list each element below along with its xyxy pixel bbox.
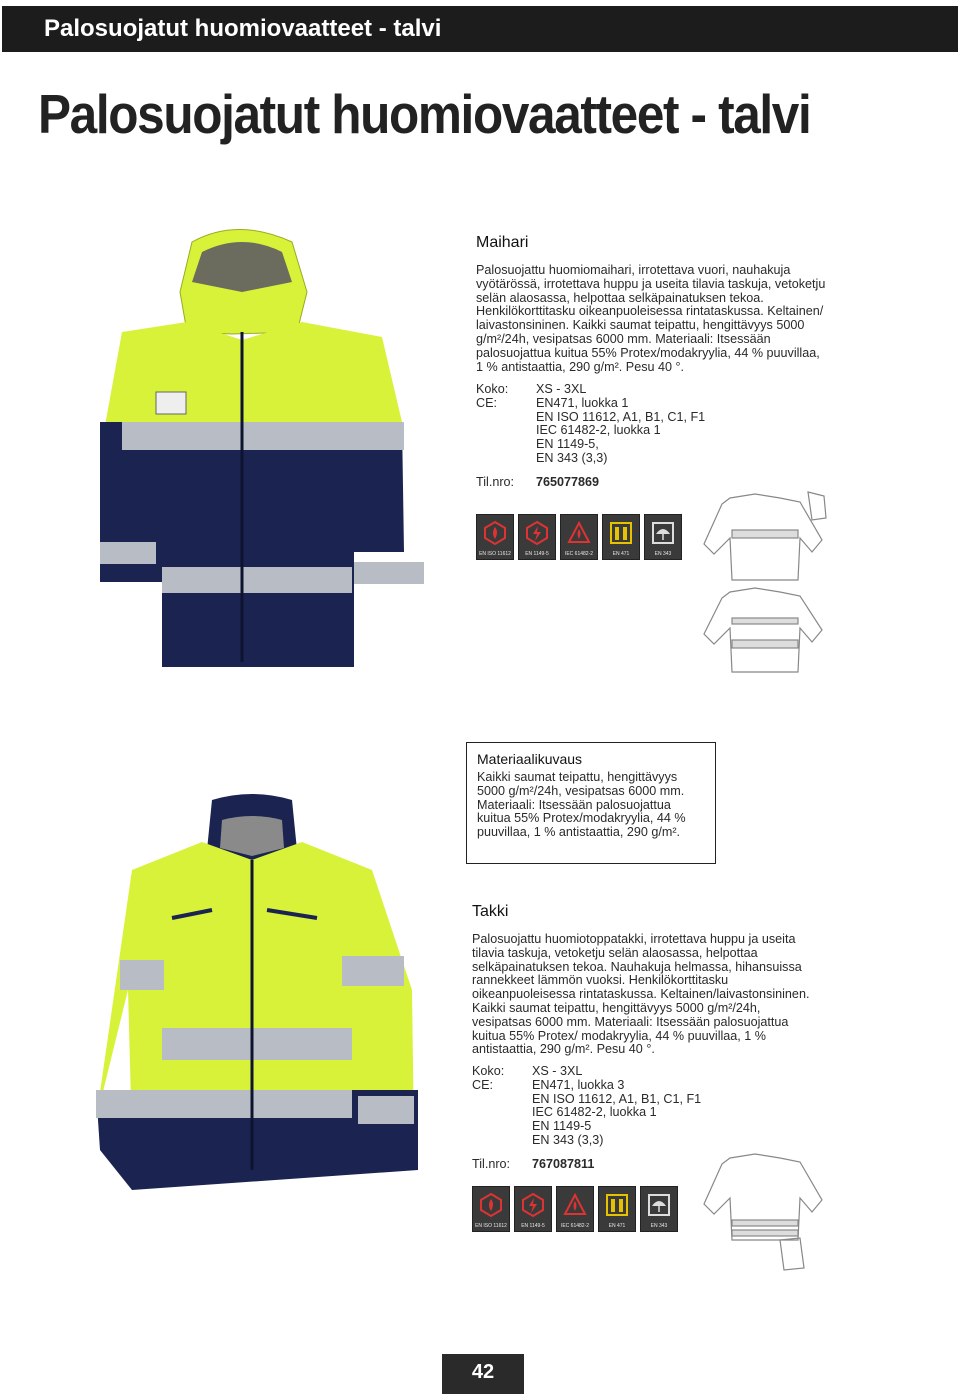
maihari-cert-icons xyxy=(476,514,682,560)
takki-size-value: XS - 3XL xyxy=(532,1064,583,1078)
maihari-ce-line: IEC 61482-2, luokka 1 xyxy=(536,423,661,438)
arc-flash-icon: IEC 61482-2 xyxy=(556,1186,594,1232)
takki-cert-icons xyxy=(472,1186,678,1232)
maihari-description: Palosuojattu huomiomaihari, irrotettava vuori, nauhakuja vyötärössä, irrotettava huppu ja useita tilavia taskuja, vetoketju selän alaosassa, helpottaa selkäpainatuksen tekoa. Henkilökorttitasku oikeanpuoleisessa rintataskussa. Keltainen/ laivastonsininen. Kaikki saumat teipattu, hengittävyys 5000 g/m²/24h, vesipatsas 6000 mm. Materiaali: Itsessään palosuojattua kuitua 55% Protex/modakryylia, 44 % puuvillaa, 1 % antistaattia, 290 g/m². Pesu 40 °. xyxy=(476,263,826,374)
takki-ce-line: EN 1149-5 xyxy=(532,1119,592,1134)
takki-description: Palosuojattu huomiotoppatakki, irrotettava huppu ja useita tilavia taskuja, vetoketju selän alaosassa, helpottaa selkäpainatuksen tekoa. Nauhakuja helmassa, hihansuissa rannekkeet lämmön vuoksi. Henkilökorttitasku oikeanpuoleisessa rintataskussa. Keltainen/laivastonsininen. Kaikki saumat teipattu, hengittävyys 5000 g/m²/24h, vesipatsas 6000 mm. Materiaali: Itsessään palosuojattua kuitua 55% Protex/ modakryylia, 44 % puuvillaa, 1 % antistaattia, 290 g/m². Pesu 40 °. xyxy=(472,932,810,1057)
maihari-technical-drawing xyxy=(700,490,830,680)
takki-tilnro-label: Til.nro: xyxy=(472,1156,511,1171)
header-bar-title: Palosuojatut huomiovaatteet - talvi xyxy=(44,15,442,42)
takki-title: Takki xyxy=(472,903,509,920)
page-title: Palosuojatut huomiovaatteet - talvi xyxy=(38,83,811,145)
flame-icon: EN ISO 11612 xyxy=(476,514,514,560)
hivis-icon: EN 471 xyxy=(602,514,640,560)
maihari-tilnro-value: 765077869 xyxy=(536,474,600,489)
material-text: Kaikki saumat teipattu, hengittävyys 5000 g/m²/24h, vesipatsas 6000 mm. Materiaali: Itsessään palosuojattua kuitua 55% Protex/modakryylia, 44 % puuvillaa, 1 % antistaattia, 290 g/m². xyxy=(477,770,686,840)
antistatic-icon: EN 1149-5 xyxy=(514,1186,552,1232)
takki-ce-line: EN471, luokka 3 xyxy=(532,1077,625,1092)
hivis-icon: EN 471 xyxy=(598,1186,636,1232)
rain-protection-icon: EN 343 xyxy=(644,514,682,560)
antistatic-icon: EN 1149-5 xyxy=(518,514,556,560)
page-number: 42 xyxy=(442,1354,524,1394)
maihari-specs xyxy=(476,383,776,490)
maihari-tilnro-label: Til.nro: xyxy=(476,474,515,489)
takki-ce-line: EN ISO 11612, A1, B1, C1, F1 xyxy=(532,1091,702,1106)
maihari-ce-line: EN471, luokka 1 xyxy=(536,395,629,410)
maihari-jacket-image xyxy=(92,222,432,667)
maihari-ce-label: CE: xyxy=(476,395,497,410)
takki-jacket-image xyxy=(92,790,422,1190)
takki-technical-drawing xyxy=(700,1150,830,1290)
takki-tilnro-value: 767087811 xyxy=(532,1156,595,1171)
takki-size-label: Koko: xyxy=(472,1064,505,1078)
rain-protection-icon: EN 343 xyxy=(640,1186,678,1232)
maihari-ce-line: EN 1149-5, xyxy=(536,437,599,452)
takki-ce-label: CE: xyxy=(472,1077,493,1092)
header-bar xyxy=(2,6,958,52)
takki-ce-line: EN 343 (3,3) xyxy=(532,1132,604,1147)
maihari-ce-line: EN 343 (3,3) xyxy=(536,450,608,465)
maihari-ce-line: EN ISO 11612, A1, B1, C1, F1 xyxy=(536,409,706,424)
flame-icon: EN ISO 11612 xyxy=(472,1186,510,1232)
maihari-size-value: XS - 3XL xyxy=(536,382,587,396)
maihari-title: Maihari xyxy=(476,234,529,251)
arc-flash-icon: IEC 61482-2 xyxy=(560,514,598,560)
material-description-box xyxy=(466,742,716,864)
material-title: Materiaalikuvaus xyxy=(477,751,583,767)
takki-ce-line: IEC 61482-2, luokka 1 xyxy=(532,1105,657,1120)
maihari-size-label: Koko: xyxy=(476,382,509,396)
